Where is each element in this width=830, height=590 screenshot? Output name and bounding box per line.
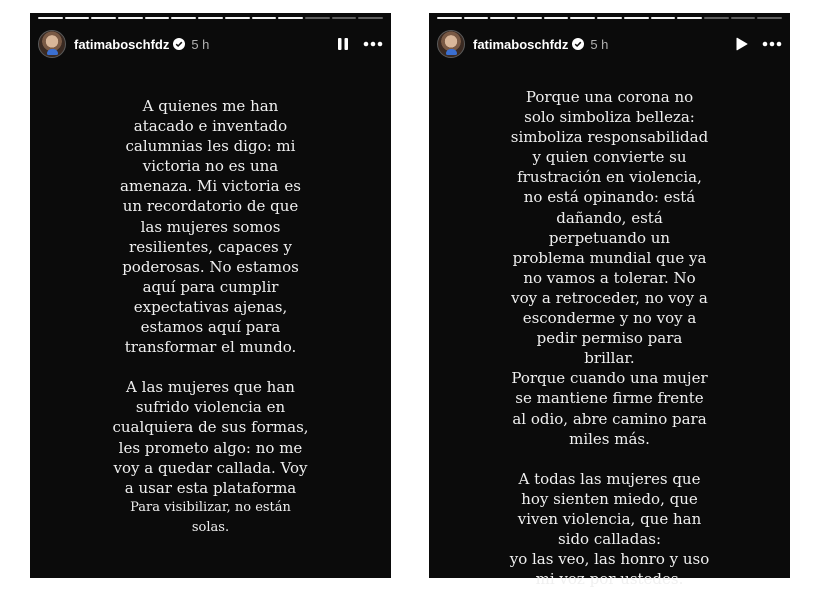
story-paragraph: Porque una corona no solo simboliza belleza: simboliza responsabilidad y quien convierte su frustración en violencia, no está opinando: está dañando, está perpetuando un problema mundial que ya no vamos a tolerar. No voy a retroceder, no voy a esconderme y no voy a pedir permiso para brillar. Porque cuando una mujer se mantiene firme frente al odio, abre camino para miles más. — [510, 88, 709, 448]
progress-segment — [437, 17, 462, 19]
progress-segment — [624, 17, 649, 19]
progress-segment — [597, 17, 622, 19]
story-right[interactable] — [429, 13, 790, 589]
progress-segment — [332, 17, 357, 19]
progress-segment — [118, 17, 143, 19]
story-paragraph: A todas las mujeres que hoy sienten miedo, que viven violencia, que han sido calladas: yo las veo, las honro y uso mi voz por ustedes. — [509, 469, 710, 589]
progress-segment — [91, 17, 116, 19]
more-options-icon — [762, 41, 782, 47]
more-options-button[interactable] — [762, 41, 782, 47]
story-header — [437, 29, 782, 59]
progress-segment — [704, 17, 729, 19]
story-paragraph: Para visibilizar, no están solas. — [130, 499, 291, 535]
progress-segment — [731, 17, 756, 19]
pause-button[interactable] — [337, 37, 349, 51]
username[interactable]: fatimaboschfdz — [473, 36, 569, 52]
progress-segment — [65, 17, 90, 19]
story-text — [30, 96, 391, 538]
more-options-button[interactable] — [363, 41, 383, 47]
progress-segment — [544, 17, 569, 19]
username[interactable]: fatimaboschfdz — [74, 36, 170, 52]
progress-segment — [198, 17, 223, 19]
progress-segment — [278, 17, 303, 19]
progress-segment — [252, 17, 277, 19]
progress-segment — [651, 17, 676, 19]
progress-segment — [225, 17, 250, 19]
progress-segment — [358, 17, 383, 19]
verified-badge-icon — [572, 38, 584, 50]
post-time: 5 h — [590, 36, 609, 52]
progress-segment — [305, 17, 330, 19]
story-progress-bar — [38, 17, 383, 20]
post-time: 5 h — [191, 36, 210, 52]
avatar[interactable] — [437, 30, 465, 58]
story-text — [429, 87, 790, 589]
story-header — [38, 29, 383, 59]
verified-badge-icon — [173, 38, 185, 50]
avatar[interactable] — [38, 30, 66, 58]
progress-segment — [517, 17, 542, 19]
story-progress-bar — [437, 17, 782, 20]
progress-segment — [464, 17, 489, 19]
play-button[interactable] — [735, 37, 748, 51]
story-paragraph: A quienes me han atacado e inventado calumnias les digo: mi victoria no es una amenaza. Mi victoria es un recordatorio de que las mujeres somos resilientes, capaces y poderosas. No estamos aquí para cumplir expectativas ajenas, estamos aquí para transformar el mundo. — [120, 97, 301, 357]
story-left[interactable] — [30, 13, 391, 578]
progress-segment — [38, 17, 63, 19]
progress-segment — [145, 17, 170, 19]
progress-segment — [677, 17, 702, 19]
progress-segment — [490, 17, 515, 19]
play-icon — [735, 37, 748, 51]
pause-icon — [337, 37, 349, 51]
progress-segment — [171, 17, 196, 19]
story-paragraph: A las mujeres que han sufrido violencia en cualquiera de sus formas, les prometo algo: no me voy a quedar callada. Voy a usar esta plataforma — [112, 378, 309, 497]
progress-segment — [757, 17, 782, 19]
more-options-icon — [363, 41, 383, 47]
progress-segment — [570, 17, 595, 19]
